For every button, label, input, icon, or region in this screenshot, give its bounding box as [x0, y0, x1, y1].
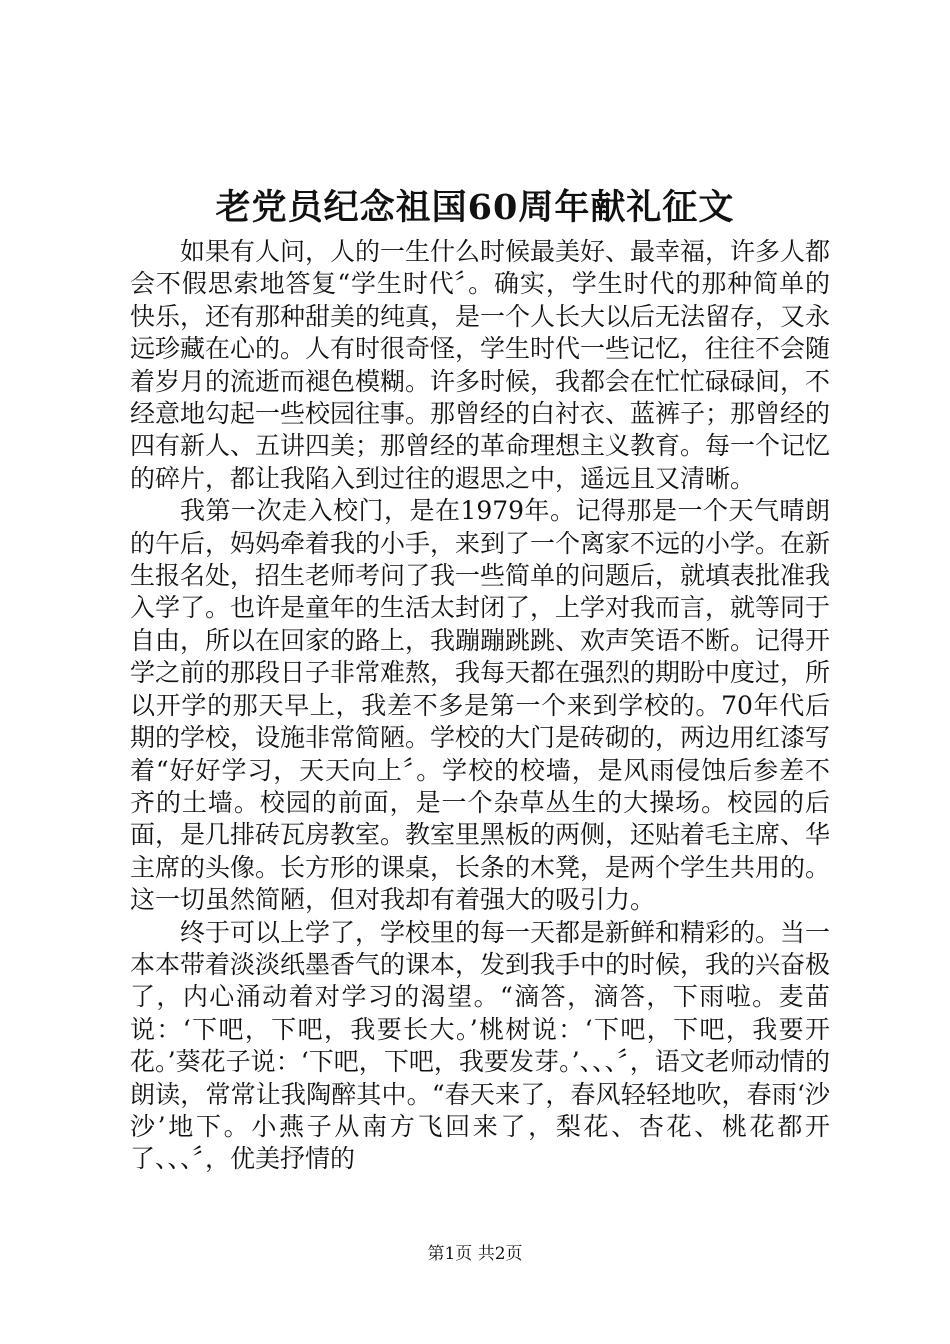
paragraph-2: 我第一次走入校门，是在1979年。记得那是一个天气晴朗的午后，妈妈牵着我的小手，来到了一个离家不远的小学。在新生报名处，招生老师考问了我一些简单的问题后，就填表批准我入学了。也许是童年的生活太封闭了，上学对我而言，就等同于自由，所以在回家的路上，我蹦蹦跳跳、欢声笑语不断。记得开学之前的那段日子非常难熬，我每天都在强烈的期盼中度过，所以开学的那天早上，我差不多是第一个来到学校的。70年代后期的学校，设施非常简陋。学校的大门是砖砌的，两边用红漆写着“好好学习，天天向上〞。学校的校墙，是风雨侵蚀后参差不齐的土墙。校园的前面，是一个杂草丛生的大操场。校园的后面，是几排砖瓦房教室。教室里黑板的两侧，还贴着毛主席、华主席的头像。长方形的课桌，长条的木凳，是两个学生共用的。这一切虽然简陋，但对我却有着强大的吸引力。	[130, 496, 831, 915]
paragraph-1: 如果有人问，人的一生什么时候最美好、最幸福，许多人都会不假思索地答复“学生时代〞。确实，学生时代的那种简单的快乐，还有那种甜美的纯真，是一个人长大以后无法留存，又永远珍藏在心的。人有时很奇怪，学生时代一些记忆，往往不会随着岁月的流逝而褪色模糊。许多时候，我都会在忙忙碌碌间，不经意地勾起一些校园往事。那曾经的白衬衣、蓝裤子；那曾经的四有新人、五讲四美；那曾经的革命理想主义教育。每一个记忆的碎片，都让我陷入到过往的遐思之中，遥远且又清晰。	[130, 237, 831, 493]
document-title: 老党员纪念祖国60周年献礼征文	[215, 187, 735, 228]
document-body	[130, 236, 830, 1176]
page-number-footer: 第1页 共2页	[427, 1244, 523, 1264]
paragraph-3: 终于可以上学了，学校里的每一天都是新鲜和精彩的。当一本本带着淡淡纸墨香气的课本，发到我手中的时候，我的兴奋极了，内心涌动着对学习的渴望。“滴答，滴答，下雨啦。麦苗说：‘下吧，下吧，我要长大。’桃树说：‘下吧，下吧，我要开花。’葵花子说：‘下吧，下吧，我要发芽。’、、、〞，语文老师动情的朗读，常常让我陶醉其中。“春天来了，春风轻轻地吹，春雨‘沙沙’地下。小燕子从南方飞回来了，梨花、杏花、桃花都开了、、、〞，优美抒情的	[130, 917, 831, 1174]
